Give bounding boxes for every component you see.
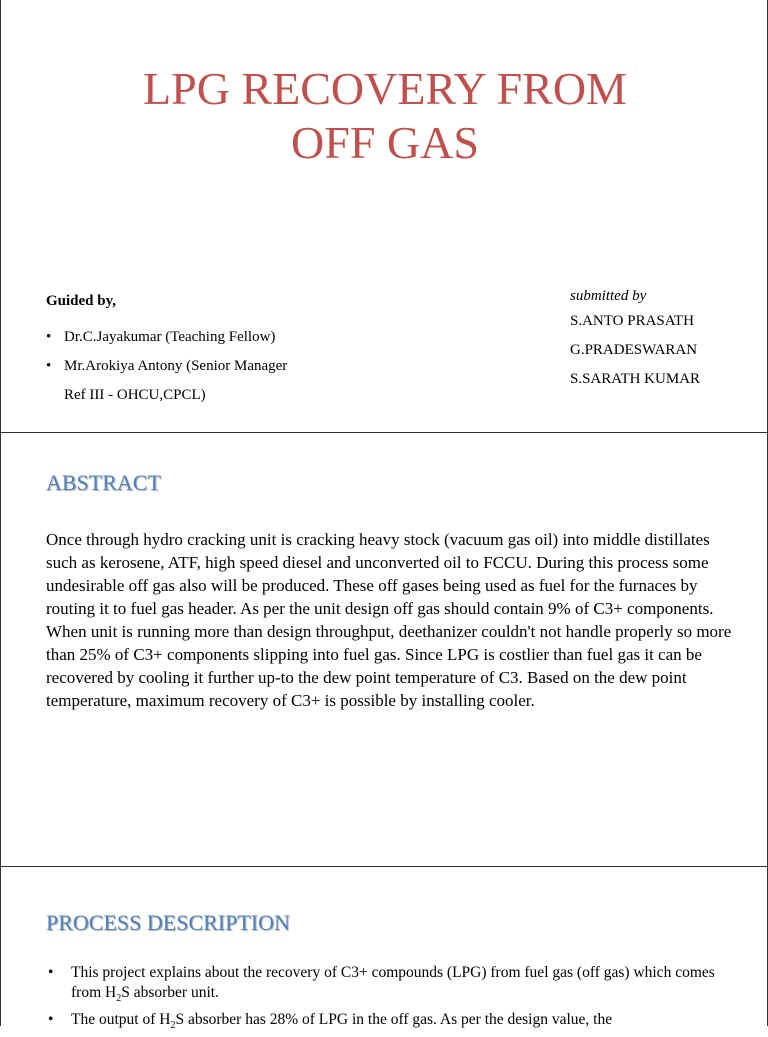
bullet-text: The output of H bbox=[71, 1011, 171, 1028]
title-line-2: OFF GAS bbox=[291, 117, 479, 168]
process-bullet bbox=[46, 963, 736, 1003]
process-description-heading: PROCESS DESCRIPTION bbox=[46, 910, 290, 935]
guided-by-label: Guided by, bbox=[46, 293, 117, 309]
submitter-name: S.SARATH KUMAR bbox=[570, 371, 701, 387]
submitted-by-label: submitted by bbox=[570, 288, 647, 304]
guided-by-block bbox=[46, 293, 287, 410]
subscript: 2 bbox=[116, 993, 122, 1005]
slide-title bbox=[1, 62, 768, 170]
bullet-text: S absorber unit. bbox=[121, 984, 219, 1001]
guide-item: • Dr.C.Jayakumar (Teaching Fellow) bbox=[46, 323, 287, 352]
guide-continuation: Ref III - OHCU,CPCL) bbox=[64, 387, 206, 403]
guide-item: • Mr.Arokiya Antony (Senior Manager bbox=[46, 352, 287, 381]
submitted-by-block bbox=[570, 285, 700, 394]
process-bullet bbox=[46, 1010, 736, 1030]
submitter-name: G.PRADESWARAN bbox=[570, 342, 698, 358]
title-slide bbox=[0, 0, 768, 433]
bullet-text: This project explains about the recovery of C3+ compounds (LPG) from fuel gas (off gas) which comes from H bbox=[71, 964, 715, 1001]
guides-list bbox=[46, 323, 287, 381]
abstract-slide bbox=[0, 432, 768, 867]
submitter-name: S.ANTO PRASATH bbox=[570, 313, 694, 329]
abstract-heading: ABSTRACT bbox=[46, 470, 161, 495]
title-line-1: LPG RECOVERY FROM bbox=[143, 63, 627, 114]
abstract-body: Once through hydro cracking unit is cracking heavy stock (vacuum gas oil) into middle distillates such as kerosene, ATF, high speed diesel and unconverted oil to FCCU. During this process some undesirable off gas also will be produced. These off gases being used as fuel for the furnaces by routing it to fuel gas header. As per the unit design off gas should contain 9% of C3+ components. When unit is running more than design throughput, deethanizer couldn't not handle properly so more than 25% of C3+ components slipping into fuel gas. Since LPG is costlier than fuel gas it can be recovered by cooling it further up-to the dew point temperature of C3. Based on the dew point temperature, maximum recovery of C3+ is possible by installing cooler. bbox=[46, 530, 732, 710]
subscript: 2 bbox=[170, 1020, 176, 1032]
process-bullets bbox=[46, 963, 736, 1037]
process-description-slide bbox=[0, 866, 768, 1032]
bullet-text: S absorber has 28% of LPG in the off gas. As per the design value, the bbox=[175, 1011, 613, 1028]
